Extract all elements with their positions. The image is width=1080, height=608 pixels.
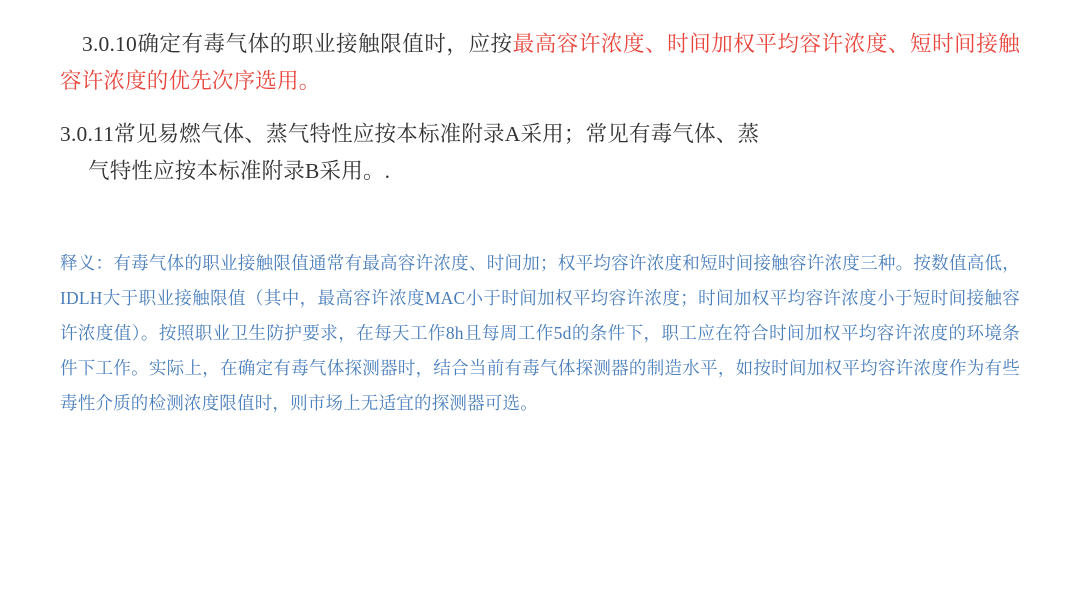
clause-3-0-11-text-1: 常见易燃气体、蒸气特性应按本标准附录A采用；常见有毒气体、蒸 — [114, 121, 760, 146]
clause-text-plain: 确定有毒气体的职业接触限值时，应按 — [136, 32, 513, 56]
clause-number-3-0-10: 3.0.10 — [82, 32, 137, 56]
clause-3-0-10 — [60, 26, 1020, 100]
clause-text-highlighted: 最高容许浓度、时间加权平均容许浓度、短时间接触容许浓度的优先次序选用。 — [60, 32, 1020, 93]
clause-number-3-0-11: 3.0.11 — [60, 121, 115, 146]
clause-3-0-11 — [60, 116, 1020, 190]
explanation-text: 释义：有毒气体的职业接触限值通常有最高容许浓度、时间加；权平均容许浓度和短时间接触容许浓度三种。按数值高低，IDLH大于职业接触限值（其中，最高容许浓度MAC小于时间加权平均容许浓度；时间加权平均容许浓度小于短时间接触容许浓度值）。按照职业卫生防护要求，在每天工作8h且每周工作5d的条件下，职工应在符合时间加权平均容许浓度的环境条件下工作。实际上，在确定有毒气体探测器时，结合当前有毒气体探测器的制造水平，如按时间加权平均容许浓度作为有些毒性介质的检测浓度限值时，则市场上无适宜的探测器可选。 — [60, 252, 1020, 413]
clause-3-0-11-line-1 — [60, 116, 1020, 153]
explanation-block — [60, 246, 1020, 421]
clause-3-0-11-line-2: 气特性应按本标准附录B采用。. — [88, 158, 391, 183]
